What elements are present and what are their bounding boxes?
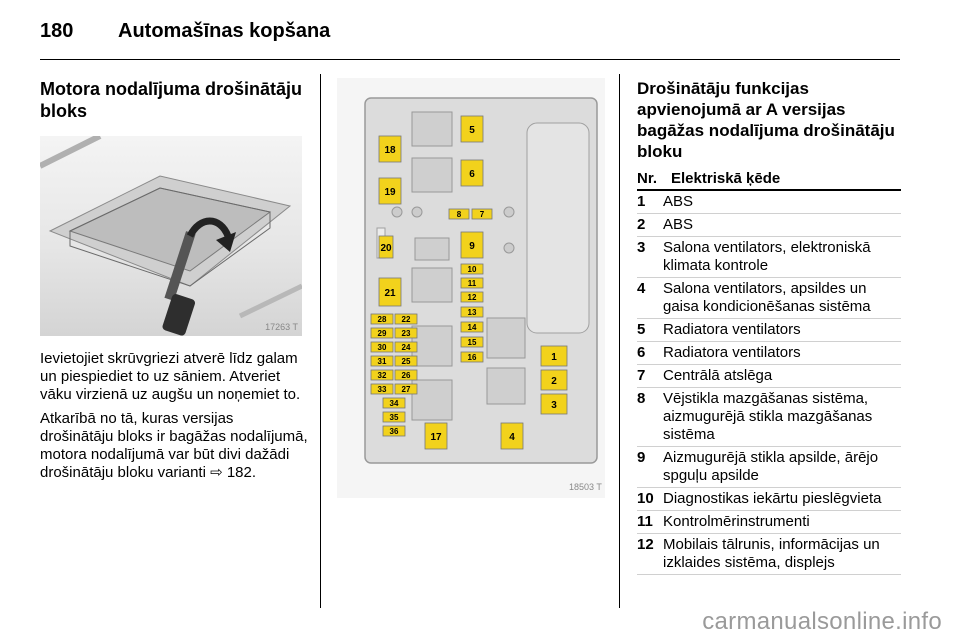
fuse-function-table (637, 191, 901, 575)
fuse-label: 19 (384, 187, 396, 198)
relay-block (487, 368, 525, 404)
header-divider (40, 59, 900, 60)
fuse-label: 1 (551, 352, 557, 363)
column-divider-1 (320, 74, 321, 608)
page-number: 180 (40, 20, 74, 42)
fuse-label: 23 (401, 329, 411, 338)
table-header (637, 170, 901, 191)
fuse-label: 12 (467, 293, 477, 302)
fuse-label: 20 (380, 243, 392, 254)
table-row (637, 388, 901, 447)
table-row (637, 214, 901, 237)
relay-block (412, 326, 452, 366)
fuse-number: 11 (637, 513, 653, 530)
fuse-label: 28 (377, 315, 387, 324)
fuse-label: 31 (377, 357, 387, 366)
circuit-description: Salona ventilators, apsildes un gaisa kondicionēšanas sistēma (663, 280, 871, 315)
fuse-label: 26 (401, 371, 411, 380)
table-row (637, 534, 901, 575)
fuse-box-photo (40, 136, 302, 336)
table-title: Drošinātāju funkcijas apvienojumā ar A versijas bagāžas nodalījuma drošinātāju bloku (637, 79, 895, 161)
fuse-label: 15 (467, 338, 477, 347)
table-row (637, 237, 901, 278)
table-row (637, 365, 901, 388)
fuse-box-diagram (337, 78, 605, 498)
table-row (637, 447, 901, 488)
circuit-description: Mobilais tālrunis, informācijas un izklaides sistēma, displejs (663, 536, 880, 571)
relay-block (412, 158, 452, 192)
fuse-number: 9 (637, 449, 646, 466)
fuse-layout-svg (337, 78, 605, 498)
fuse-label: 2 (551, 376, 557, 387)
relay-block (412, 380, 452, 420)
fuse-number: 4 (637, 280, 646, 297)
fuse-label: 36 (389, 427, 399, 436)
fuse-label: 4 (509, 432, 515, 443)
fuse-label: 34 (389, 399, 399, 408)
fuse-label: 11 (467, 279, 477, 288)
fuse-number: 12 (637, 536, 654, 553)
relay-block (415, 238, 449, 260)
fuse-label: 18 (384, 145, 396, 156)
left-column (40, 78, 308, 482)
fuse-label: 13 (467, 308, 477, 317)
fuse-label: 30 (377, 343, 387, 352)
fuse-label: 25 (401, 357, 411, 366)
fuse-label: 8 (456, 210, 462, 219)
page-header (40, 18, 900, 50)
circuit-description: Vējstikla mazgāšanas sistēma, aizmugurējā stikla mazgāšanas sistēma (663, 390, 873, 443)
circuit-description: Diagnostikas iekārtu pieslēgvieta (663, 490, 882, 507)
fuse-label: 21 (384, 288, 396, 299)
fuse-number: 10 (637, 490, 654, 507)
circuit-description: Aizmugurējā stikla apsilde, ārējo spguļu apsilde (663, 449, 879, 484)
fuse-label: 32 (377, 371, 387, 380)
fuse-label: 17 (430, 432, 442, 443)
fuse-number: 6 (637, 344, 646, 361)
header-circuit: Elektriskā ķēde (671, 170, 781, 187)
fuse-number: 3 (637, 239, 646, 256)
right-column (637, 78, 901, 575)
chapter-title: Automašīnas kopšana (118, 20, 331, 42)
fuse-label: 22 (401, 315, 411, 324)
table-row (637, 319, 901, 342)
table-row (637, 191, 901, 214)
fuse-label: 14 (467, 323, 477, 332)
fuse-label: 6 (469, 169, 475, 180)
fuse-number: 8 (637, 390, 646, 407)
fuse-label: 9 (469, 241, 475, 252)
table-row (637, 488, 901, 511)
fuse-number: 7 (637, 367, 646, 384)
circuit-description: ABS (663, 193, 694, 210)
header-nr: Nr. (637, 170, 658, 187)
column-divider-2 (619, 74, 620, 608)
photo-caption: 17263 T (265, 322, 298, 332)
fuse-number: 2 (637, 216, 646, 233)
circuit-description: Centrālā atslēga (663, 367, 773, 384)
relay-block (412, 112, 452, 146)
circuit-description: Radiatora ventilators (663, 344, 801, 361)
fuse-label: 3 (551, 400, 557, 411)
variant-paragraph: Atkarībā no tā, kuras versijas drošinātāju bloks ir bagāžas nodalījumā, motora nodalījumā var būt divi dažādi drošinātāju bloku varianti ⇨ 182. (40, 410, 308, 481)
circuit-description: Kontrolmērinstrumenti (663, 513, 810, 530)
fuse-label: 16 (467, 353, 477, 362)
fuse-label: 29 (377, 329, 387, 338)
fuse-number: 5 (637, 321, 646, 338)
table-row (637, 278, 901, 319)
fuse-label: 24 (401, 343, 411, 352)
side-rail (527, 123, 589, 333)
fuse-label: 7 (479, 210, 485, 219)
fuse-label: 33 (377, 385, 387, 394)
screwdriver-cover-illustration (40, 136, 302, 336)
watermark: carmanualsonline.info (702, 608, 942, 635)
fuse-label: 27 (401, 385, 411, 394)
instruction-paragraph: Ievietojiet skrūvgriezi atverē līdz galam un piespiediet to uz sāniem. Atveriet vāku virzienā uz augšu un noņemiet to. (40, 350, 301, 403)
relay-block (412, 268, 452, 302)
section-title: Motora nodalījuma drošinātāju bloks (40, 79, 303, 121)
fuse-number: 1 (637, 193, 646, 210)
table-row (637, 342, 901, 365)
circuit-description: ABS (663, 216, 694, 233)
fuse-label: 5 (469, 125, 475, 136)
circuit-description: Salona ventilators, elektroniskā klimata kontrole (663, 239, 871, 274)
diagram-caption: 18503 T (569, 482, 602, 492)
table-row (637, 511, 901, 534)
circuit-description: Radiatora ventilators (663, 321, 801, 338)
fuse-label: 35 (389, 413, 399, 422)
relay-block (487, 318, 525, 358)
fuse-label: 10 (467, 265, 477, 274)
